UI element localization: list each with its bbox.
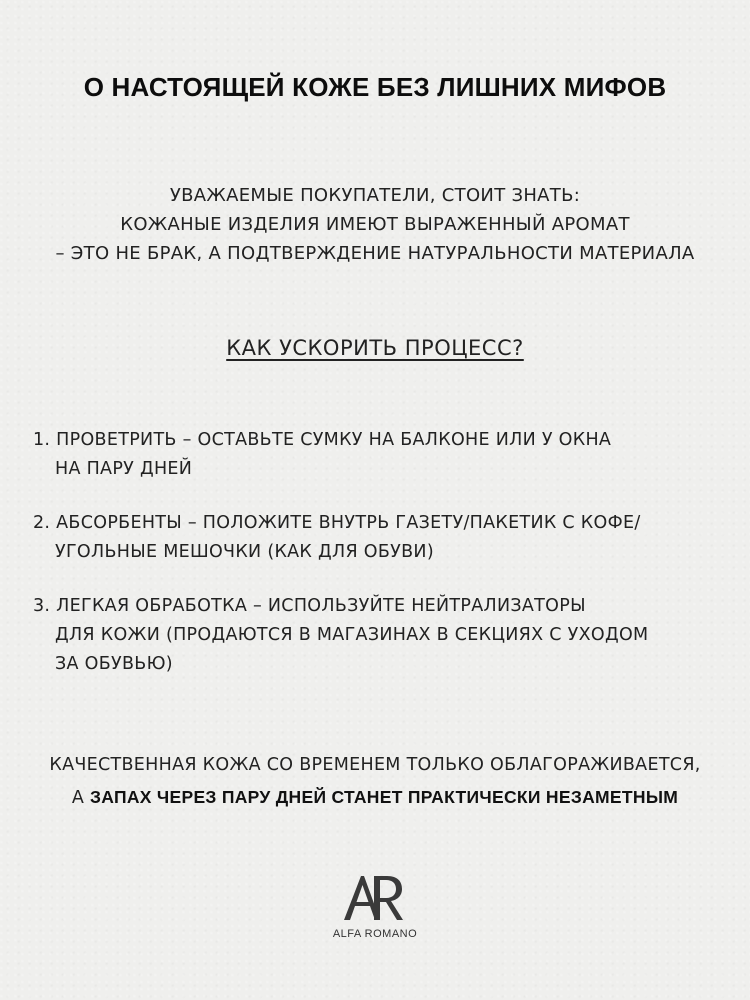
closing-emphasis: ЗАПАХ ЧЕРЕЗ ПАРУ ДНЕЙ СТАНЕТ ПРАКТИЧЕСКИ НЕЗАМЕТНЫМ bbox=[90, 787, 679, 807]
tip-line: НА ПАРУ ДНЕЙ bbox=[55, 459, 193, 479]
page-title: О НАСТОЯЩЕЙ КОЖЕ БЕЗ ЛИШНИХ МИФОВ bbox=[83, 72, 667, 102]
subtitle-text: КАК УСКОРИТЬ ПРОЦЕСС? bbox=[226, 336, 524, 360]
tip-item bbox=[33, 426, 733, 484]
intro-line: – ЭТО НЕ БРАК, А ПОДТВЕРЖДЕНИЕ НАТУРАЛЬНОСТИ МАТЕРИАЛА bbox=[55, 243, 695, 264]
tip-line: 3. ЛЕГКАЯ ОБРАБОТКА – ИСПОЛЬЗУЙТЕ НЕЙТРАЛИЗАТОРЫ bbox=[33, 596, 586, 616]
tip-line: УГОЛЬНЫЕ МЕШОЧКИ (КАК ДЛЯ ОБУВИ) bbox=[55, 542, 434, 562]
tip-line: ЗА ОБУВЬЮ) bbox=[55, 654, 173, 674]
section-subtitle bbox=[0, 336, 750, 360]
intro-line: КОЖАНЫЕ ИЗДЕЛИЯ ИМЕЮТ ВЫРАЖЕННЫЙ АРОМАТ bbox=[120, 214, 630, 235]
closing-text bbox=[0, 749, 750, 814]
tip-line: 1. ПРОВЕТРИТЬ – ОСТАВЬТЕ СУМКУ НА БАЛКОНЕ ИЛИ У ОКНА bbox=[33, 430, 612, 450]
tips-list bbox=[33, 426, 733, 704]
intro-line: УВАЖАЕМЫЕ ПОКУПАТЕЛИ, СТОИТ ЗНАТЬ: bbox=[169, 185, 581, 206]
logo-brand-name: ALFA ROMANO bbox=[332, 928, 418, 940]
logo-monogram-icon bbox=[340, 868, 410, 926]
closing-line: КАЧЕСТВЕННАЯ КОЖА СО ВРЕМЕНЕМ ТОЛЬКО ОБЛАГОРАЖИВАЕТСЯ, bbox=[49, 755, 701, 775]
closing-prefix: А bbox=[71, 788, 90, 808]
tip-line: 2. АБСОРБЕНТЫ – ПОЛОЖИТЕ ВНУТРЬ ГАЗЕТУ/ПАКЕТИК С КОФЕ/ bbox=[33, 513, 641, 533]
tip-item bbox=[33, 592, 733, 679]
brand-logo bbox=[0, 868, 750, 940]
intro-text bbox=[0, 181, 750, 268]
tip-line: ДЛЯ КОЖИ (ПРОДАЮТСЯ В МАГАЗИНАХ В СЕКЦИЯХ С УХОДОМ bbox=[55, 625, 649, 645]
closing-line bbox=[0, 781, 750, 814]
tip-item bbox=[33, 509, 733, 567]
